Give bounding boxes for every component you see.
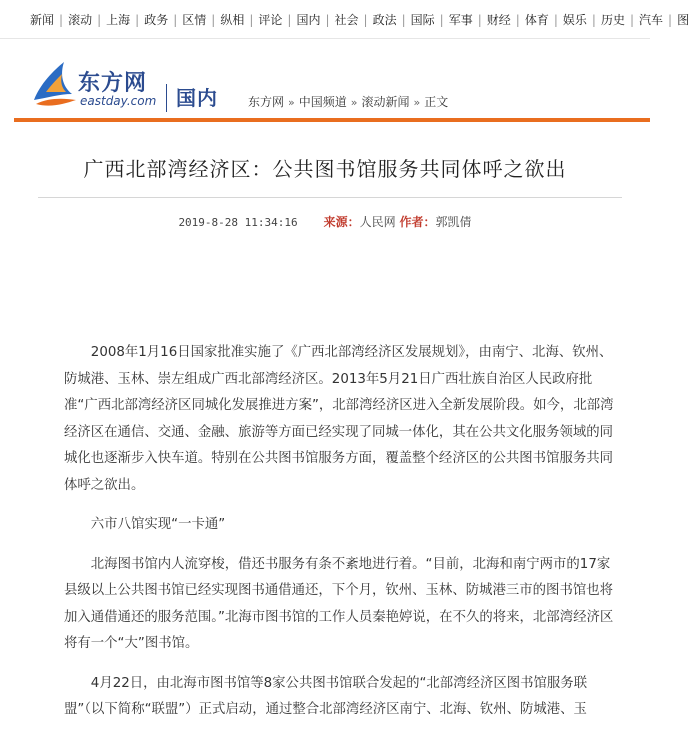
nav-item[interactable]: 图: [677, 13, 689, 27]
nav-item[interactable]: 历史: [600, 13, 625, 27]
nav-separator: |: [668, 13, 673, 27]
nav-item[interactable]: 上海: [106, 13, 131, 27]
article-paragraph: 2008年1月16日国家批准实施了《广西北部湾经济区发展规划》，由南宁、北海、钦州、防城港、玉林、崇左组成广西北部湾经济区。2013年5月21日广西壮族自治区人民政府批准“广西北部湾经济区同城化发展推进方案”，北部湾经济区进入全新发展阶段。如今，北部湾经济区在通信、交通、金融、旅游等方面已经实现了同城一体化，其在公共文化服务领域的同城化也逐渐步入快车道。特别在公共图书馆服务方面，覆盖整个经济区的公共图书馆服务共同体呼之欲出。: [64, 345, 614, 493]
eastday-logo[interactable]: [32, 60, 162, 112]
nav-separator: |: [287, 13, 292, 27]
nav-separator: |: [439, 13, 444, 27]
publish-date: 2019-8-28 11:34:16: [178, 216, 298, 229]
nav-separator: |: [401, 13, 406, 27]
title-divider: [38, 197, 622, 198]
article-body: [64, 340, 616, 737]
nav-separator: |: [249, 13, 254, 27]
breadcrumb-arrow-icon: »: [413, 96, 421, 109]
nav-item[interactable]: 军事: [448, 13, 473, 27]
nav-separator: |: [515, 13, 520, 27]
breadcrumb: [248, 93, 448, 110]
breadcrumb-item: 正文: [424, 95, 449, 109]
author-name: 郭凯倩: [435, 215, 472, 229]
nav-item[interactable]: 滚动: [68, 13, 93, 27]
nav-item[interactable]: 纵相: [220, 13, 245, 27]
brand-name: 东方网: [78, 71, 148, 96]
top-nav: [0, 0, 689, 39]
nav-item[interactable]: 区情: [182, 13, 207, 27]
nav-separator: |: [363, 13, 368, 27]
article-paragraph: 4月22日，由北海市图书馆等8家公共图书馆联合发起的“北部湾经济区图书馆服务联盟”（以下简称“联盟”）正式启动，通过整合北部湾经济区南宁、北海、钦州、防城港、玉: [64, 675, 588, 717]
nav-item[interactable]: 国内: [296, 13, 321, 27]
top-nav-items: [30, 11, 689, 28]
nav-item[interactable]: 国际: [410, 13, 435, 27]
section-heading: 六市八馆实现“一卡通”: [90, 517, 226, 532]
nav-separator: |: [97, 13, 102, 27]
source-link[interactable]: 人民网: [359, 215, 396, 229]
breadcrumb-arrow-icon: »: [288, 96, 295, 109]
nav-item[interactable]: 政法: [372, 13, 397, 27]
nav-separator: |: [211, 13, 216, 27]
breadcrumb-item[interactable]: 中国频道: [298, 95, 347, 109]
site-header: [0, 38, 650, 122]
source-label: 来源：: [323, 215, 360, 229]
nav-separator: |: [477, 13, 482, 27]
article-title: 广西北部湾经济区：公共图书馆服务共同体呼之欲出: [83, 157, 567, 181]
breadcrumb-arrow-icon: »: [350, 96, 358, 109]
nav-separator: |: [135, 13, 140, 27]
nav-separator: |: [59, 13, 64, 27]
nav-separator: |: [553, 13, 558, 27]
nav-separator: |: [591, 13, 596, 27]
nav-item[interactable]: 娱乐: [562, 13, 587, 27]
nav-item[interactable]: 新闻: [30, 13, 55, 27]
breadcrumb-item[interactable]: 东方网: [248, 95, 285, 109]
nav-item[interactable]: 体育: [524, 13, 549, 27]
article-paragraph: 北海图书馆内人流穿梭，借还书服务有条不紊地进行着。“目前，北海和南宁两市的17家县级以上公共图书馆已经实现图书通借通还，下个月，钦州、玉林、防城港三市的图书馆也将加入通借通还的服务范围。”北海市图书馆的工作人员秦艳婷说，在不久的将来，北部湾经济区将有一个“大”图书馆。: [64, 556, 614, 651]
nav-item[interactable]: 社会: [334, 13, 359, 27]
nav-separator: |: [629, 13, 634, 27]
brand-domain: eastday.com: [80, 94, 157, 108]
nav-separator: |: [173, 13, 178, 27]
author-label: 作者：: [399, 215, 436, 229]
header-divider: [166, 84, 167, 112]
breadcrumb-item[interactable]: 滚动新闻: [361, 95, 410, 109]
article-meta: [0, 213, 650, 230]
nav-item[interactable]: 汽车: [639, 13, 664, 27]
channel-title[interactable]: 国内: [176, 86, 218, 110]
nav-separator: |: [325, 13, 330, 27]
nav-item[interactable]: 政务: [144, 13, 169, 27]
header-accent-rule: [14, 118, 650, 122]
nav-item[interactable]: 财经: [486, 13, 511, 27]
nav-item[interactable]: 评论: [258, 13, 283, 27]
eastday-logo-icon: [32, 60, 78, 110]
